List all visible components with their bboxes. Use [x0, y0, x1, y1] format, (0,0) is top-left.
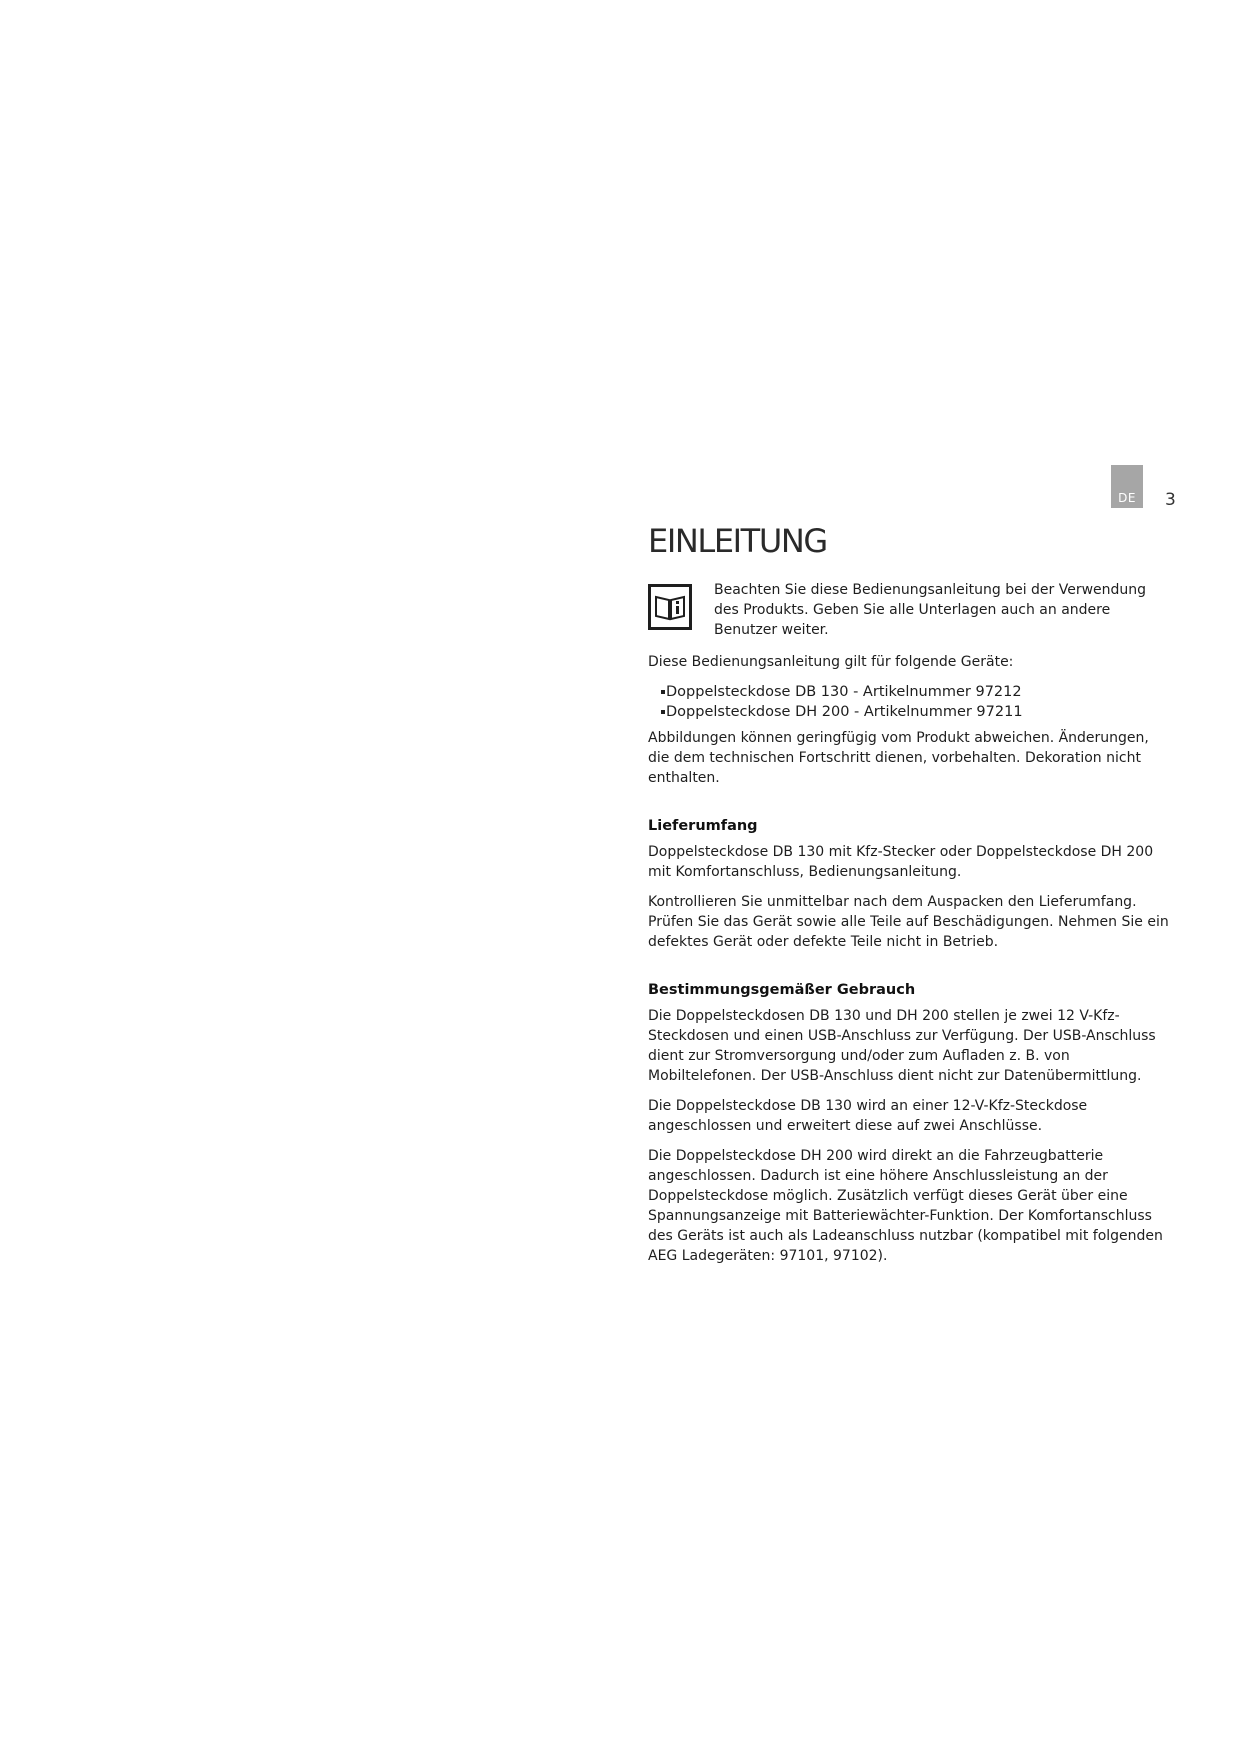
disclaimer-text: Abbildungen können geringfügig vom Produkt abweichen. Änderungen, die dem technischen Fortschritt dienen, vorbehalten. Dekoration nicht enthalten.: [648, 730, 1149, 786]
content-column: [648, 520, 1170, 1276]
intro-text: Diese Bedienungsanleitung gilt für folgende Geräte:: [648, 654, 1014, 670]
device-list: [648, 682, 1170, 722]
language-tab: [1111, 465, 1143, 508]
device-item: Doppelsteckdose DB 130 - Artikelnummer 97212: [663, 682, 1170, 702]
manual-notice: [648, 580, 1170, 640]
notice-text: Beachten Sie diese Bedienungsanleitung bei der Verwendung des Produkts. Geben Sie alle Unterlagen auch an andere Benutzer weiter.: [714, 582, 1147, 638]
page-number: 3: [1165, 490, 1176, 510]
section-paragraph: Die Doppelsteckdose DH 200 wird direkt an die Fahrzeugbatterie angeschlossen. Dadurch ist eine höhere Anschlussleistung an der Doppelsteckdose möglich. Zusätzlich verfügt dieses Gerät über eine Spannungsanzeige mit Batteriewächter-Funktion. Der Komfortanschluss des Geräts ist auch als Ladeanschluss nutzbar (kompatibel mit folgenden AEG Ladegeräten: 97101, 97102).: [648, 1148, 1163, 1264]
page-title: EINLEITUNG: [648, 522, 827, 560]
section-heading-lieferumfang: Lieferumfang: [648, 818, 758, 834]
section-paragraph: Kontrollieren Sie unmittelbar nach dem Auspacken den Lieferumfang. Prüfen Sie das Gerät sowie alle Teile auf Beschädigungen. Nehmen Sie ein defektes Gerät oder defekte Teile nicht in Betrieb.: [648, 894, 1169, 950]
language-tab-label: DE: [1118, 491, 1136, 505]
section-heading-gebrauch: Bestimmungsgemäßer Gebrauch: [648, 982, 916, 998]
device-item: Doppelsteckdose DH 200 - Artikelnummer 97211: [663, 702, 1170, 722]
section-paragraph: Doppelsteckdose DB 130 mit Kfz-Stecker oder Doppelsteckdose DH 200 mit Komfortanschluss, Bedienungsanleitung.: [648, 844, 1154, 880]
section-paragraph: Die Doppelsteckdosen DB 130 und DH 200 stellen je zwei 12 V-Kfz-Steckdosen und einen USB-Anschluss zur Verfügung. Der USB-Anschluss dient zur Stromversorgung und/oder zum Aufladen z. B. von Mobiltelefonen. Der USB-Anschluss dient nicht zur Datenübermittlung.: [648, 1008, 1156, 1084]
manual-info-icon: [648, 584, 692, 630]
section-paragraph: Die Doppelsteckdose DB 130 wird an einer 12-V-Kfz-Steckdose angeschlossen und erweitert diese auf zwei Anschlüsse.: [648, 1098, 1088, 1134]
